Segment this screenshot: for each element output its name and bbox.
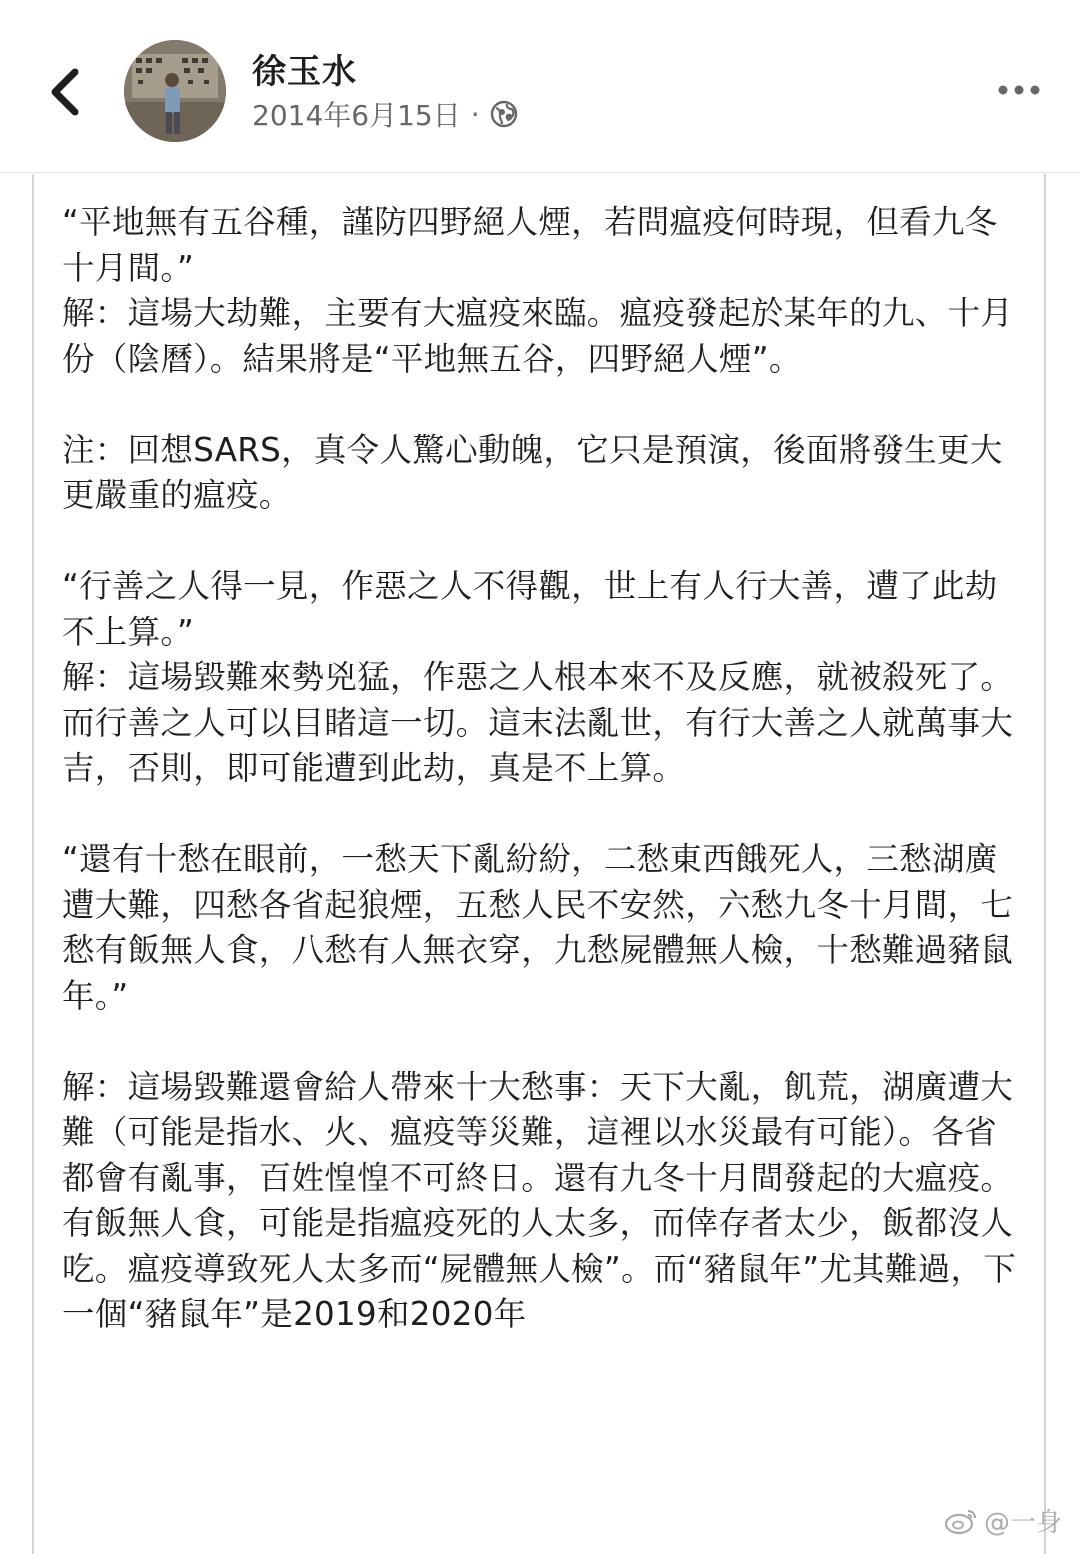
avatar-photo: [124, 40, 226, 142]
paragraph-spacer: [62, 792, 1022, 838]
more-dots-icon: [997, 84, 1041, 96]
post-paragraph: “平地無有五谷種，謹防四野絕人煙，若問瘟疫何時現，但看九冬十月間。”: [62, 203, 998, 287]
more-options-button[interactable]: [994, 70, 1044, 110]
post-paragraph: 解：這場毀難來勢兇猛，作惡之人根本來不及反應，就被殺死了。而行善之人可以目睹這一切。這末法亂世，有行大善之人就萬事大吉，否則，即可能遭到此劫，真是不上算。: [62, 658, 1014, 787]
globe-icon: [490, 100, 518, 128]
post-paragraph: 注：回想SARS，真令人驚心動魄，它只是預演，後面將發生更大更嚴重的瘟疫。: [62, 430, 1003, 514]
paragraph-spacer: [62, 1019, 1022, 1065]
back-button[interactable]: [36, 60, 92, 124]
post-paragraph: 解：這場大劫難，主要有大瘟疫來臨。瘟疫發起於某年的九、十月份（陰曆）。結果將是“平地無五谷，四野絕人煙”。: [62, 294, 1014, 378]
watermark: [944, 1502, 1062, 1539]
post-paragraph: “還有十愁在眼前，一愁天下亂紛紛，二愁東西餓死人，三愁湖廣遭大難，四愁各省起狼煙，五愁人民不安然，六愁九冬十月間，七愁有飯無人食，八愁有人無衣穿，九愁屍體無人檢，十愁難過豬鼠年。”: [62, 840, 1014, 1015]
avatar[interactable]: [124, 40, 226, 142]
weibo-logo-icon: [944, 1507, 978, 1535]
meta-separator: ·: [470, 97, 480, 131]
header-divider: [0, 172, 1080, 173]
post-meta: [252, 94, 518, 134]
post-body: [62, 200, 1022, 1338]
watermark-text: @一身: [984, 1508, 1063, 1538]
post-header: [0, 0, 1080, 172]
author-name[interactable]: 徐玉水: [252, 52, 357, 92]
post-paragraph: 解：這場毀難還會給人帶來十大愁事：天下大亂，飢荒，湖廣遭大難（可能是指水、火、瘟疫等災難，這裡以水災最有可能）。各省都會有亂事，百姓惶惶不可終日。還有九冬十月間發起的大瘟疫。有飯無人食，可能是指瘟疫死的人太多，而倖存者太少，飯都沒人吃。瘟疫導致死人太多而“屍體無人檢”。而“豬鼠年”尤其難過，下一個“豬鼠年”是2019和2020年: [62, 1067, 1017, 1333]
paragraph-spacer: [62, 519, 1022, 565]
post-paragraph: “行善之人得一見，作惡之人不得觀，世上有人行大善，遭了此劫不上算。”: [62, 567, 998, 651]
post-date[interactable]: 2014年6月15日: [252, 99, 461, 132]
chevron-left-icon: [47, 68, 81, 116]
paragraph-spacer: [62, 382, 1022, 428]
